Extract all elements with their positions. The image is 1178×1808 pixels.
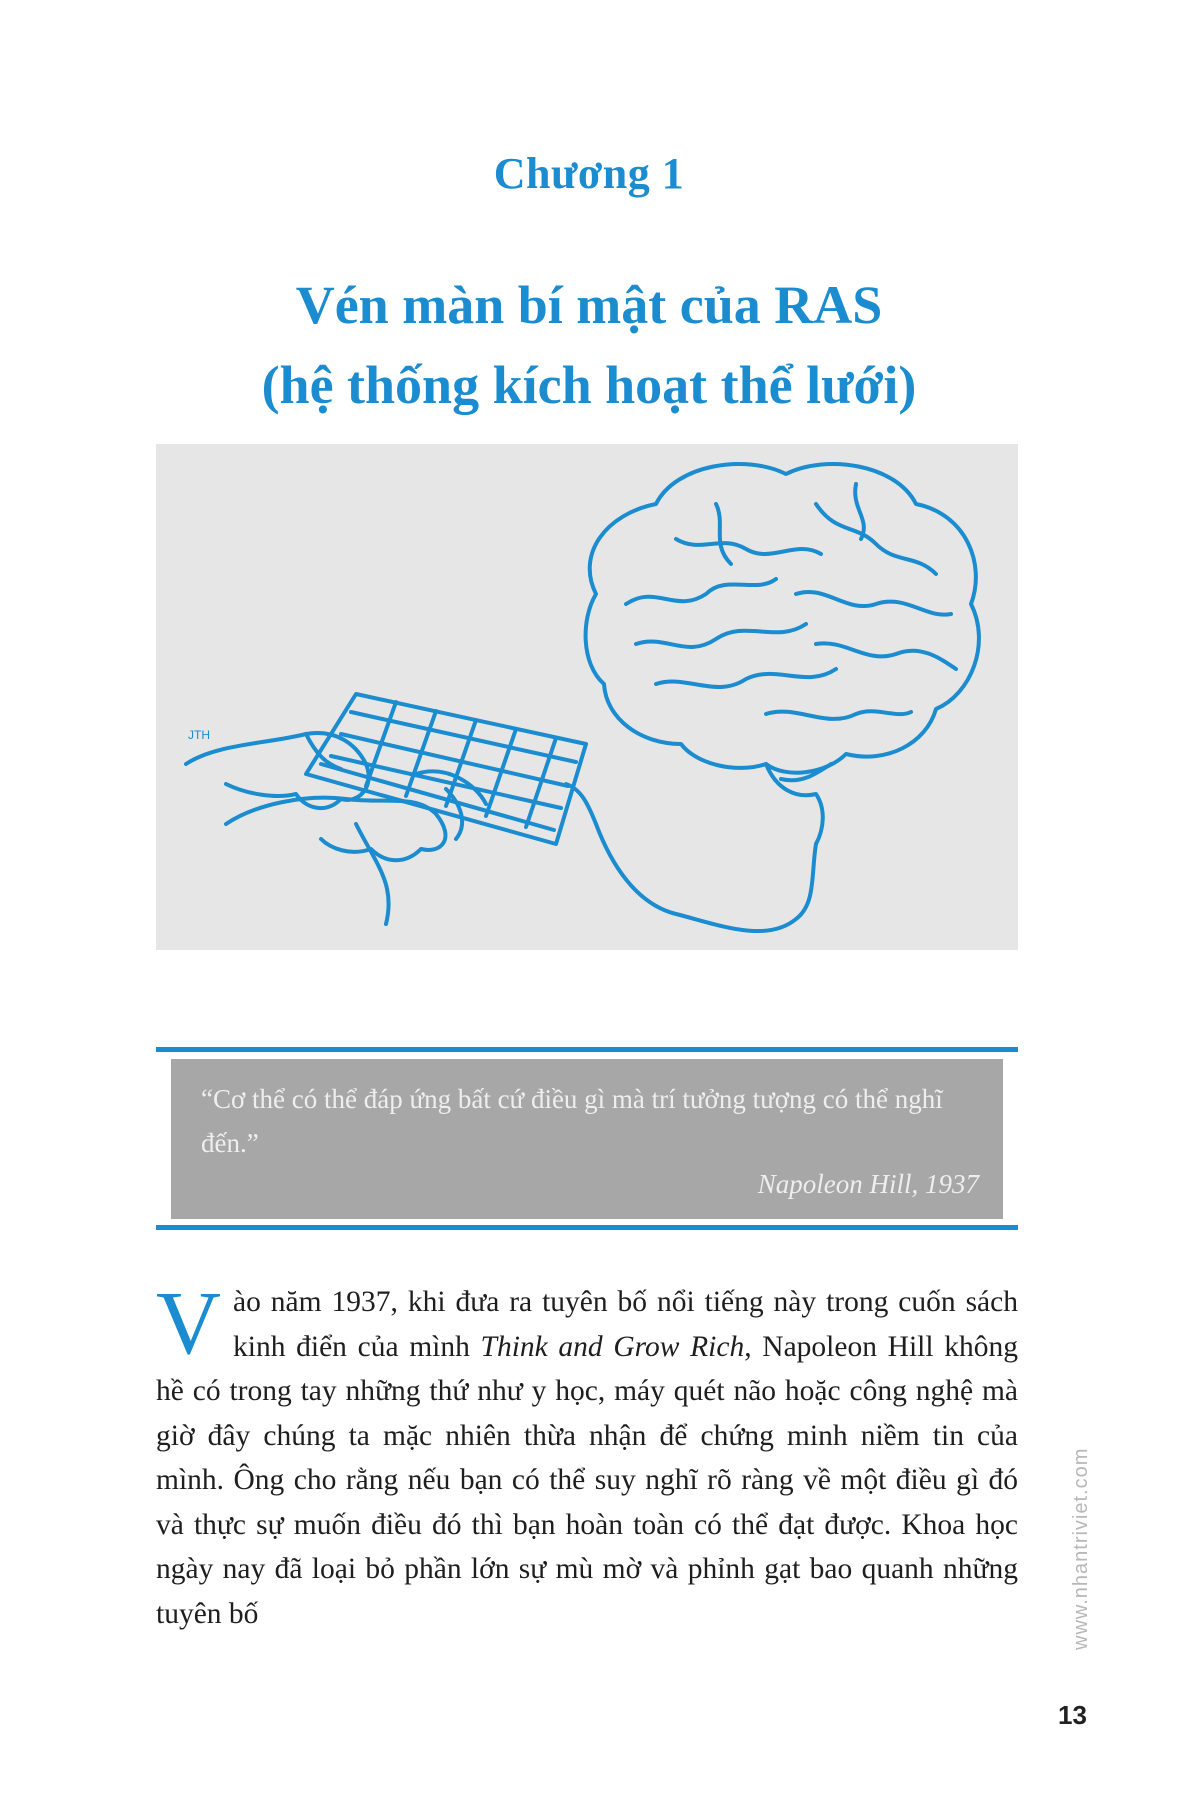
right-hand xyxy=(356,824,389,924)
chapter-title xyxy=(0,265,1178,425)
epigraph-text: “Cơ thể có thể đáp ứng bất cứ điều gì mà trí tưởng tượng có thể nghĩ đến.” xyxy=(201,1084,943,1158)
epigraph-top-rule xyxy=(156,1047,1018,1052)
body-text-part-1: ào năm 1937, khi đưa ra tuyên bố nổi tiếng này trong cuốn sách kinh điển của mình xyxy=(233,1286,1018,1363)
chapter-label: Chương 1 xyxy=(493,149,685,198)
brain-cable xyxy=(566,784,816,931)
epigraph-bottom-rule xyxy=(156,1225,1018,1230)
chapter-title-line-2: (hệ thống kích hoạt thể lưới) xyxy=(261,355,917,415)
book-title: Think and Grow Rich xyxy=(480,1330,745,1363)
chapter-title-line-1: Vén màn bí mật của RAS xyxy=(295,275,883,335)
drop-cap: V xyxy=(156,1274,221,1373)
epigraph-block xyxy=(156,1047,1018,1234)
brain-keyboard-drawing xyxy=(156,444,1018,950)
side-website-url: www.nhantriviet.com xyxy=(1070,1447,1092,1650)
epigraph-box xyxy=(171,1059,1003,1219)
body-paragraph xyxy=(156,1274,1018,1636)
brain-keyboard-illustration xyxy=(156,444,1018,950)
epigraph-attribution: Napoleon Hill, 1937 xyxy=(757,1169,979,1199)
page-number: 13 xyxy=(1058,1700,1087,1730)
illustration-signature: JTH xyxy=(188,728,210,742)
brain-outline xyxy=(586,464,979,773)
body-text-part-2: , Napoleon Hill không hề có trong tay những thứ như y học, máy quét não hoặc công nghệ mà giờ đây chúng ta mặc nhiên thừa nhận để chứng minh niềm tin của mình. Ông cho rằng nếu bạn có thể suy nghĩ rõ ràng về một điều gì đó và thực sự muốn điều đó thì bạn hoàn toàn có thể đạt được. Khoa học ngày nay đã loại bỏ phần lớn sự mù mờ và phỉnh gạt bao quanh những tuyên bố xyxy=(156,1330,1018,1630)
